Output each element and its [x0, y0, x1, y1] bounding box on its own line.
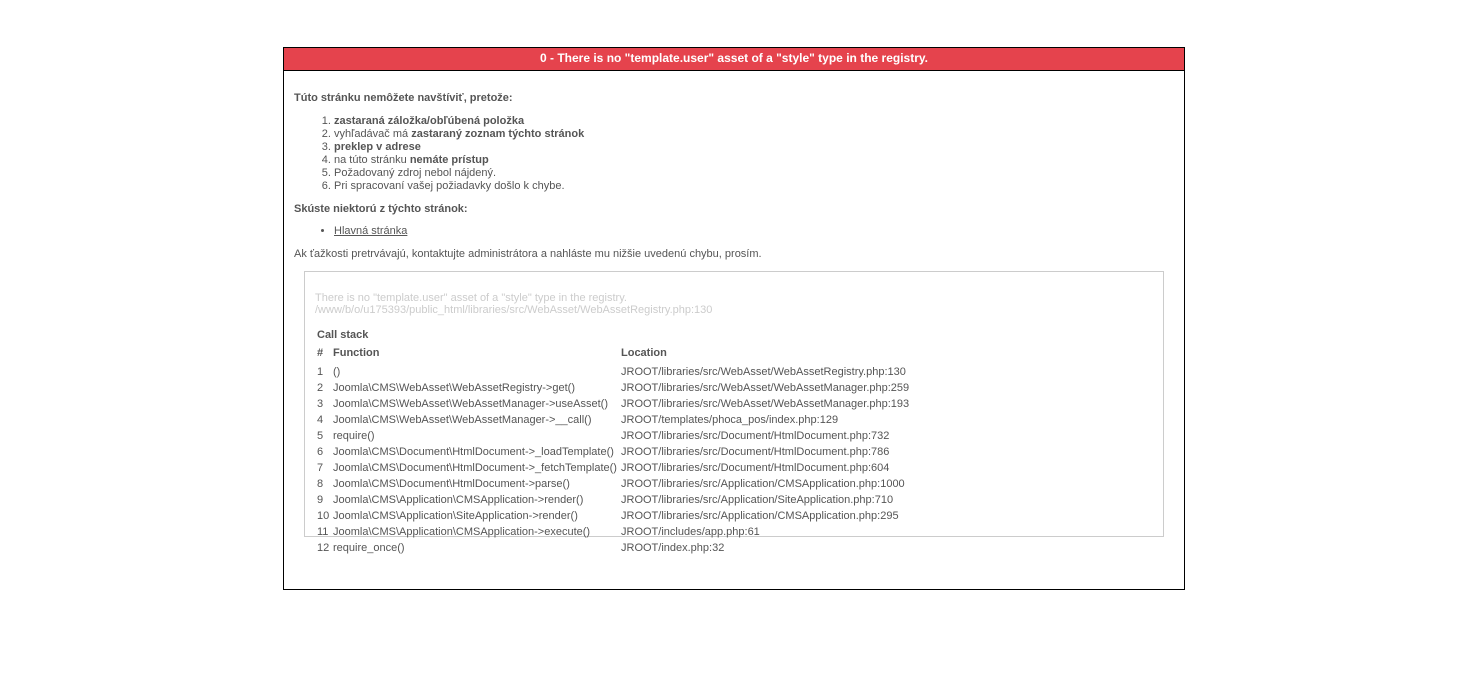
stack-cell-function: Joomla\CMS\Document\HtmlDocument->_loadTemplate()	[333, 446, 614, 458]
table-row	[317, 428, 911, 444]
stack-cell-num: 2	[317, 382, 324, 394]
stack-cell-num: 7	[317, 462, 324, 474]
stack-cell-function: ()	[333, 366, 341, 378]
column-header-num: #	[317, 347, 324, 359]
home-page-link[interactable]: Hlavná stránka	[334, 225, 408, 237]
stack-cell-num: 1	[317, 366, 324, 378]
reason-emphasis: zastaraná záložka/obľúbená položka	[334, 115, 525, 127]
error-message: There is no "template.user" asset of a "style" type in the registry.	[315, 292, 627, 304]
list-item	[334, 225, 1174, 238]
stack-cell-location: JROOT/templates/phoca_pos/index.php:129	[621, 414, 839, 426]
reason-item	[334, 180, 1174, 193]
reason-text: vyhľadávač má	[334, 128, 412, 140]
try-pages-heading: Skúste niektorú z týchto stránok:	[294, 203, 468, 215]
stack-cell-location: JROOT/includes/app.php:61	[621, 526, 760, 538]
stack-cell-num: 9	[317, 494, 324, 506]
stack-cell-function: Joomla\CMS\WebAsset\WebAssetManager->useAsset()	[333, 398, 609, 410]
stack-cell-num: 6	[317, 446, 324, 458]
reason-emphasis: preklep v adrese	[334, 141, 421, 153]
table-row	[317, 540, 911, 556]
stack-cell-function: require_once()	[333, 542, 405, 554]
reason-text: Požadovaný zdroj nebol nájdený.	[334, 167, 497, 179]
call-stack-caption: Call stack	[317, 329, 369, 341]
stack-cell-num: 12	[317, 542, 330, 554]
stack-cell-function: Joomla\CMS\Application\SiteApplication->render()	[333, 510, 578, 522]
stack-cell-location: JROOT/index.php:32	[621, 542, 725, 554]
stack-cell-location: JROOT/libraries/src/WebAsset/WebAssetManager.php:193	[621, 398, 910, 410]
stack-cell-location: JROOT/libraries/src/Application/CMSApplication.php:1000	[621, 478, 905, 490]
stack-cell-function: Joomla\CMS\Document\HtmlDocument->_fetchTemplate()	[333, 462, 617, 474]
reason-item	[334, 167, 1174, 180]
error-box	[283, 47, 1185, 590]
stack-cell-num: 11	[317, 526, 329, 538]
table-header-row	[317, 347, 911, 364]
table-row	[317, 460, 911, 476]
table-row	[317, 524, 911, 540]
reasons-list	[294, 115, 1174, 193]
technical-info-panel	[304, 271, 1164, 554]
stack-cell-location: JROOT/libraries/src/Document/HtmlDocument.php:732	[621, 430, 890, 442]
stack-cell-location: JROOT/libraries/src/Application/CMSApplication.php:295	[621, 510, 899, 522]
stack-cell-num: 4	[317, 414, 324, 426]
stack-cell-location: JROOT/libraries/src/Document/HtmlDocument.php:604	[621, 462, 890, 474]
table-row	[317, 396, 911, 412]
reason-item	[334, 115, 1174, 128]
table-row	[317, 412, 911, 428]
stack-cell-function: Joomla\CMS\Document\HtmlDocument->parse()	[333, 478, 570, 490]
error-header: 0 - There is no "template.user" asset of a "style" type in the registry.	[284, 48, 1184, 71]
reason-text: Pri spracovaní vašej požiadavky došlo k chybe.	[334, 180, 565, 192]
reason-text: na túto stránku	[334, 154, 410, 166]
stack-cell-function: Joomla\CMS\WebAsset\WebAssetRegistry->get()	[333, 382, 575, 394]
table-row	[317, 380, 911, 396]
reason-item	[334, 128, 1174, 141]
column-header-location: Location	[621, 347, 667, 359]
reason-item	[334, 154, 1174, 167]
stack-cell-location: JROOT/libraries/src/WebAsset/WebAssetManager.php:259	[621, 382, 910, 394]
reason-emphasis: zastaraný zoznam týchto stránok	[411, 128, 585, 140]
pages-list	[294, 225, 1174, 238]
stack-cell-num: 3	[317, 398, 324, 410]
error-location: /www/b/o/u175393/public_html/libraries/src/WebAsset/WebAssetRegistry.php:130	[315, 304, 713, 316]
reason-emphasis: nemáte prístup	[409, 154, 489, 166]
table-row	[317, 364, 911, 380]
stack-cell-num: 8	[317, 478, 324, 490]
stack-cell-function: Joomla\CMS\WebAsset\WebAssetManager->__call()	[333, 414, 592, 426]
reason-item	[334, 141, 1174, 154]
call-stack-table	[317, 329, 911, 556]
table-row	[317, 508, 911, 524]
table-row	[317, 476, 911, 492]
intro-heading: Túto stránku nemôžete navštíviť, pretože:	[294, 92, 513, 104]
contact-text: Ak ťažkosti pretrvávajú, kontaktujte administrátora a nahláste mu nižšie uvedenú chybu, prosím.	[294, 248, 762, 260]
table-row	[317, 444, 911, 460]
stack-cell-location: JROOT/libraries/src/WebAsset/WebAssetRegistry.php:130	[621, 366, 906, 378]
stack-cell-function: require()	[333, 430, 375, 442]
error-body	[284, 92, 1184, 554]
stack-cell-location: JROOT/libraries/src/Document/HtmlDocument.php:786	[621, 446, 890, 458]
stack-cell-function: Joomla\CMS\Application\CMSApplication->render()	[333, 494, 584, 506]
stack-cell-function: Joomla\CMS\Application\CMSApplication->execute()	[333, 526, 591, 538]
stack-cell-location: JROOT/libraries/src/Application/SiteApplication.php:710	[621, 494, 894, 506]
stack-cell-num: 5	[317, 430, 324, 442]
stack-cell-num: 10	[317, 510, 330, 522]
table-row	[317, 492, 911, 508]
column-header-function: Function	[333, 347, 380, 359]
